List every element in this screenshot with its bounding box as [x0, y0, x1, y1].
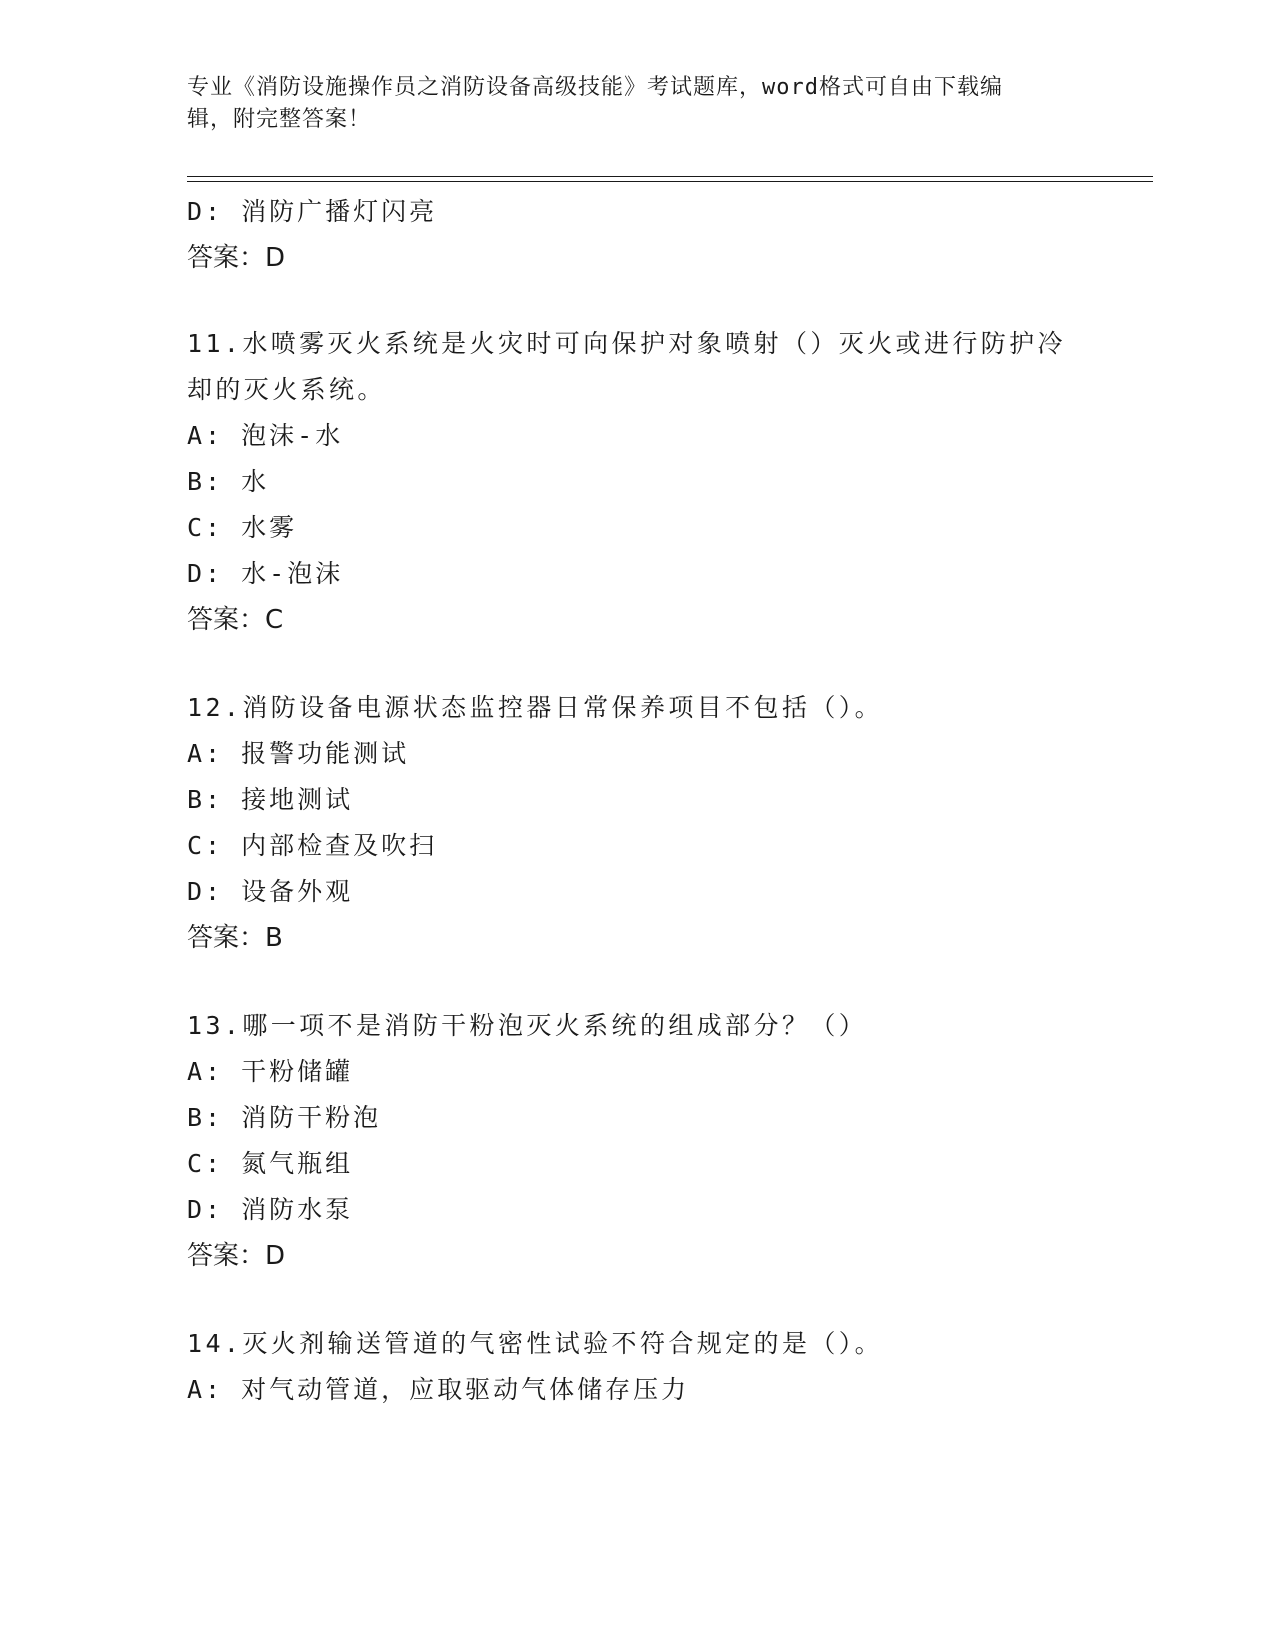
option-c: C: 水雾	[187, 513, 298, 542]
header-line-2: 辑，附完整答案！	[187, 107, 372, 132]
option-a: A: 泡沫-水	[187, 421, 344, 450]
answer: 答案：C	[187, 605, 284, 635]
option-b: B: 接地测试	[187, 785, 354, 814]
question-14	[187, 1321, 1087, 1413]
answer: 答案：B	[187, 923, 283, 953]
option-d: D: 水-泡沫	[187, 559, 344, 588]
question-stem: 14.灭火剂输送管道的气密性试验不符合规定的是（）。	[187, 1329, 884, 1358]
document-header	[187, 72, 1067, 136]
question-13	[187, 1003, 1087, 1279]
option-b: B: 消防干粉泡	[187, 1103, 382, 1132]
answer: 答案：D	[187, 243, 286, 273]
answer: 答案：D	[187, 1241, 286, 1271]
question-stem: 12.消防设备电源状态监控器日常保养项目不包括（）。	[187, 693, 884, 722]
option-d: D: 消防广播灯闪亮	[187, 197, 438, 226]
question-stem: 13.哪一项不是消防干粉泡灭火系统的组成部分？（）	[187, 1011, 868, 1040]
question-12	[187, 685, 1087, 961]
previous-question-tail	[187, 189, 1087, 281]
header-line-1: 专业《消防设施操作员之消防设备高级技能》考试题库，word格式可自由下载编	[187, 75, 1003, 100]
option-d: D: 设备外观	[187, 877, 354, 906]
question-11	[187, 321, 1087, 643]
option-a: A: 干粉储罐	[187, 1057, 354, 1086]
question-stem-continued: 却的灭火系统。	[187, 375, 386, 404]
header-divider-bottom	[187, 181, 1153, 182]
option-a: A: 对气动管道，应取驱动气体储存压力	[187, 1375, 690, 1404]
option-a: A: 报警功能测试	[187, 739, 410, 768]
option-c: C: 氮气瓶组	[187, 1149, 354, 1178]
header-divider-top	[187, 176, 1153, 177]
option-d: D: 消防水泵	[187, 1195, 354, 1224]
question-stem: 11.水喷雾灭火系统是火灾时可向保护对象喷射（）灭火或进行防护冷	[187, 329, 1066, 358]
option-b: B: 水	[187, 467, 270, 496]
question-list	[187, 189, 1087, 1413]
option-c: C: 内部检查及吹扫	[187, 831, 438, 860]
